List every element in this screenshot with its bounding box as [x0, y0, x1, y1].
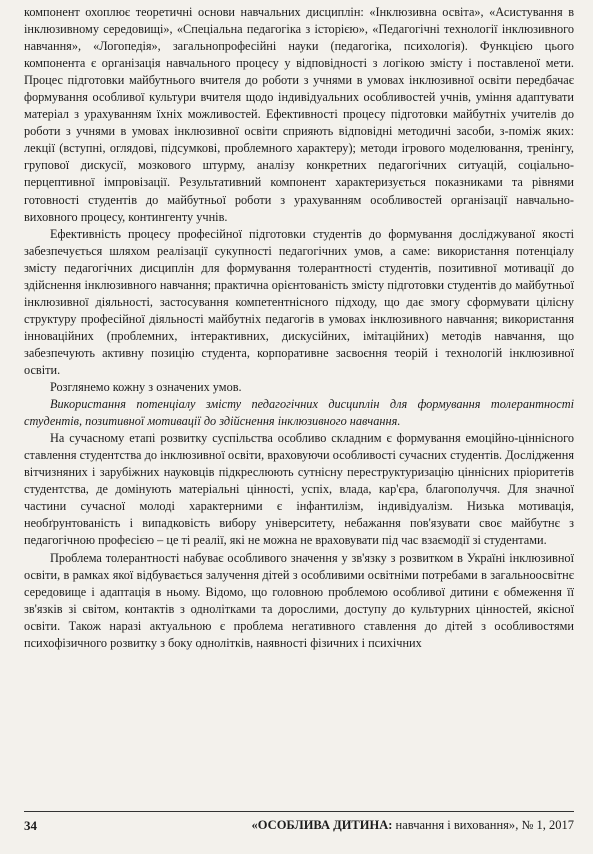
journal-info [252, 818, 574, 834]
article-body [24, 4, 574, 652]
paragraph-3: Розглянемо кожну з означених умов. [50, 380, 242, 395]
paragraph-2: Ефективність процесу професійної підготовки студентів до формування досліджуваної якості забезпечується шляхом реалізації сукупності педагогічних умов, а саме: використання потенціалу змісту педагогічних дисциплін для формування толерантності студентів, позитивної мотивації до здійснення інклюзивного навчання; практична орієнтованість змісту підготовки студентів до майбутньої інклюзивної діяльності, застосування компетентнісного підходу, що дає змогу сформувати цілісну структуру професійної діяльності майбутніх педагогів в умовах інклюзивного навчання; використання інноваційних (проблемних, інтерактивних, дискусійних, імітаційних) методів навчання, що забезпечують активну позицію студента, корпоративне засвоєння теорій і технологій інклюзивної освіти. [24, 226, 574, 377]
page-footer [24, 818, 574, 834]
journal-subtitle: навчання і виховання» [392, 818, 516, 832]
page-number: 34 [24, 818, 37, 833]
section-heading-italic: Використання потенціалу змісту педагогічних дисциплін для формування толерантності студентів, позитивної мотивації до здійснення інклюзивного навчання. [24, 397, 574, 429]
footer-divider [24, 811, 574, 812]
paragraph-4: На сучасному етапі розвитку суспільства особливо складним є формування емоційно-ціннісного ставлення студентства до інклюзивної освіти, враховуючи особливості сучасних студентів. Дослідження вітчизняних і зарубіжних науковців підкреслюють сутнісну переструктуризацію ціннісних пріоритетів студентства, де домінують матеріальні цінності, успіх, влада, кар'єра, благополуччя. Для значної частини сучасної молоді характерними є інфантилізм, індивідуалізм. Низька мотивація, необґрунтованість і випадковість вибору університету, небажання пов'язувати своє майбутнє з педагогічною професією – це ті реалії, які не можна не враховувати під час взаємодії зі студентами. [24, 431, 574, 548]
journal-issue: , № 1, 2017 [515, 818, 574, 832]
paragraph-5: Проблема толерантності набуває особливого значення у зв'язку з розвитком в Україні інклюзивної освіти, в рамках якої відбувається залучення дітей з особливими освітніми потребами в загальноосвітнє середовище і адаптація в ньому. Відомо, що головною проблемою особливої дитини є обмеження її зв'язків зі світом, контактів з однолітками та дорослими, доступу до культурних цінностей, якісної освіти. Також наразі актуальною є проблема негативного ставлення до дітей з особливостями психофізичного розвитку з боку однолітків, наявності фізичних і психічних [24, 550, 574, 650]
journal-title: «ОСОБЛИВА ДИТИНА: [251, 818, 393, 832]
paragraph-1: компонент охоплює теоретичні основи навчальних дисциплін: «Інклюзивна освіта», «Асистування в інклюзивному середовищі», «Спеціальна педагогіка з історією», «Педагогічні технології інклюзивного навчання», «Логопедія», загальнопрофесійні науки (педагогіка, психологія). Функцією цього компонента є організація навчального процесу у відповідності з логікою змісту і поставленої мети. Процес підготовки майбутнього вчителя до роботи з учнями в умовах інклюзивної освіти передбачає формування особливої культури вчителя щодо індивідуальних особливостей учнів, уміння адаптувати матеріал з урахуванням їхніх можливостей. Ефективності процесу підготовки майбутніх учителів до роботи з учнями в умовах інклюзивної освіти сприяють відповідні методичні засоби, з-поміж яких: лекції (вступні, оглядові, підсумкові, проблемного характеру); методи ігрового моделювання, тренінгу, групової дискусії, мозкового штурму, аналізу конкретних педагогічних ситуацій, соціально-перцептивної імпровізації. Результативний компонент характеризується показниками та рівнями готовності студентів до майбутньої роботи з урахуванням особливостей організації навчально-виховного процесу, контингенту учнів. [24, 5, 574, 224]
